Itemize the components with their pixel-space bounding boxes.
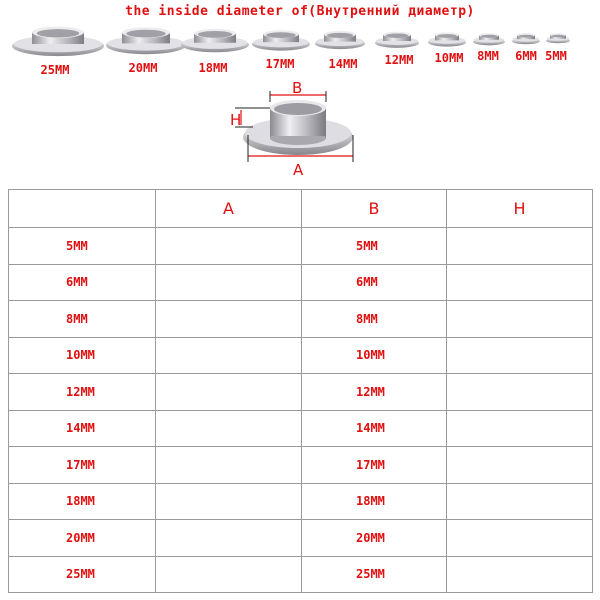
grommet-12mm xyxy=(375,32,419,48)
table-row xyxy=(9,556,593,593)
cell-b: 8MM xyxy=(302,301,447,338)
grommet-row-image xyxy=(0,24,600,60)
header-h: H xyxy=(447,190,593,228)
grommet-17mm xyxy=(252,30,310,50)
cell-b: 14MM xyxy=(302,410,447,447)
diagram-label-b: B xyxy=(292,79,303,97)
header-size xyxy=(9,190,156,228)
cell-b: 25MM xyxy=(302,556,447,593)
grommet-14mm xyxy=(315,31,365,49)
cell-a xyxy=(156,264,302,301)
cell-a xyxy=(156,374,302,411)
size-label: 12MM xyxy=(384,53,414,67)
header-b: B xyxy=(302,190,447,228)
cell-size: 8MM xyxy=(9,301,156,338)
size-label: 25MM xyxy=(40,63,70,77)
table-row xyxy=(9,264,593,301)
cell-a xyxy=(156,410,302,447)
cell-h xyxy=(447,228,593,265)
cell-b: 5MM xyxy=(302,228,447,265)
table-row xyxy=(9,374,593,411)
table-row xyxy=(9,410,593,447)
size-label: 8MM xyxy=(477,49,499,63)
table-header-row xyxy=(9,190,593,228)
header-a: A xyxy=(156,190,302,228)
cell-a xyxy=(156,301,302,338)
cell-b: 10MM xyxy=(302,337,447,374)
table-row xyxy=(9,447,593,484)
size-label: 6MM xyxy=(515,49,537,63)
size-label: 14MM xyxy=(328,57,358,71)
size-label: 5MM xyxy=(545,49,567,63)
cell-size: 5MM xyxy=(9,228,156,265)
cell-h xyxy=(447,410,593,447)
cell-a xyxy=(156,483,302,520)
cell-size: 20MM xyxy=(9,520,156,557)
cell-size: 10MM xyxy=(9,337,156,374)
cell-size: 6MM xyxy=(9,264,156,301)
cell-h xyxy=(447,264,593,301)
grommet-5mm xyxy=(546,33,570,43)
cell-a xyxy=(156,447,302,484)
cell-size: 12MM xyxy=(9,374,156,411)
cell-h xyxy=(447,374,593,411)
cell-a xyxy=(156,520,302,557)
cell-size: 14MM xyxy=(9,410,156,447)
cell-b: 12MM xyxy=(302,374,447,411)
table-row xyxy=(9,228,593,265)
grommet-20mm xyxy=(106,27,186,54)
cell-h xyxy=(447,337,593,374)
cell-size: 18MM xyxy=(9,483,156,520)
size-label: 10MM xyxy=(434,51,464,65)
cell-size: 17MM xyxy=(9,447,156,484)
diagram-label-a: A xyxy=(293,161,304,179)
size-label: 18MM xyxy=(198,61,228,75)
grommet-8mm xyxy=(473,33,505,45)
cell-b: 18MM xyxy=(302,483,447,520)
grommet-18mm xyxy=(181,29,249,53)
diagram-label-h: H xyxy=(230,111,242,129)
grommet-25mm xyxy=(12,27,104,57)
cell-a xyxy=(156,337,302,374)
table-row xyxy=(9,520,593,557)
cell-b: 6MM xyxy=(302,264,447,301)
grommet-6mm xyxy=(512,33,540,44)
cell-h xyxy=(447,483,593,520)
grommet-10mm xyxy=(428,32,466,46)
cell-a xyxy=(156,556,302,593)
size-label: 17MM xyxy=(265,57,295,71)
table-row xyxy=(9,337,593,374)
cell-size: 25MM xyxy=(9,556,156,593)
table-row xyxy=(9,301,593,338)
cell-b: 17MM xyxy=(302,447,447,484)
table-row xyxy=(9,483,593,520)
cell-b: 20MM xyxy=(302,520,447,557)
cell-h xyxy=(447,447,593,484)
size-label: 20MM xyxy=(128,61,158,75)
cell-h xyxy=(447,520,593,557)
cell-a xyxy=(156,228,302,265)
dimension-table xyxy=(8,189,593,593)
cell-h xyxy=(447,556,593,593)
cell-h xyxy=(447,301,593,338)
page-title: the inside diameter of(Внутренний диаметр) xyxy=(125,4,475,19)
